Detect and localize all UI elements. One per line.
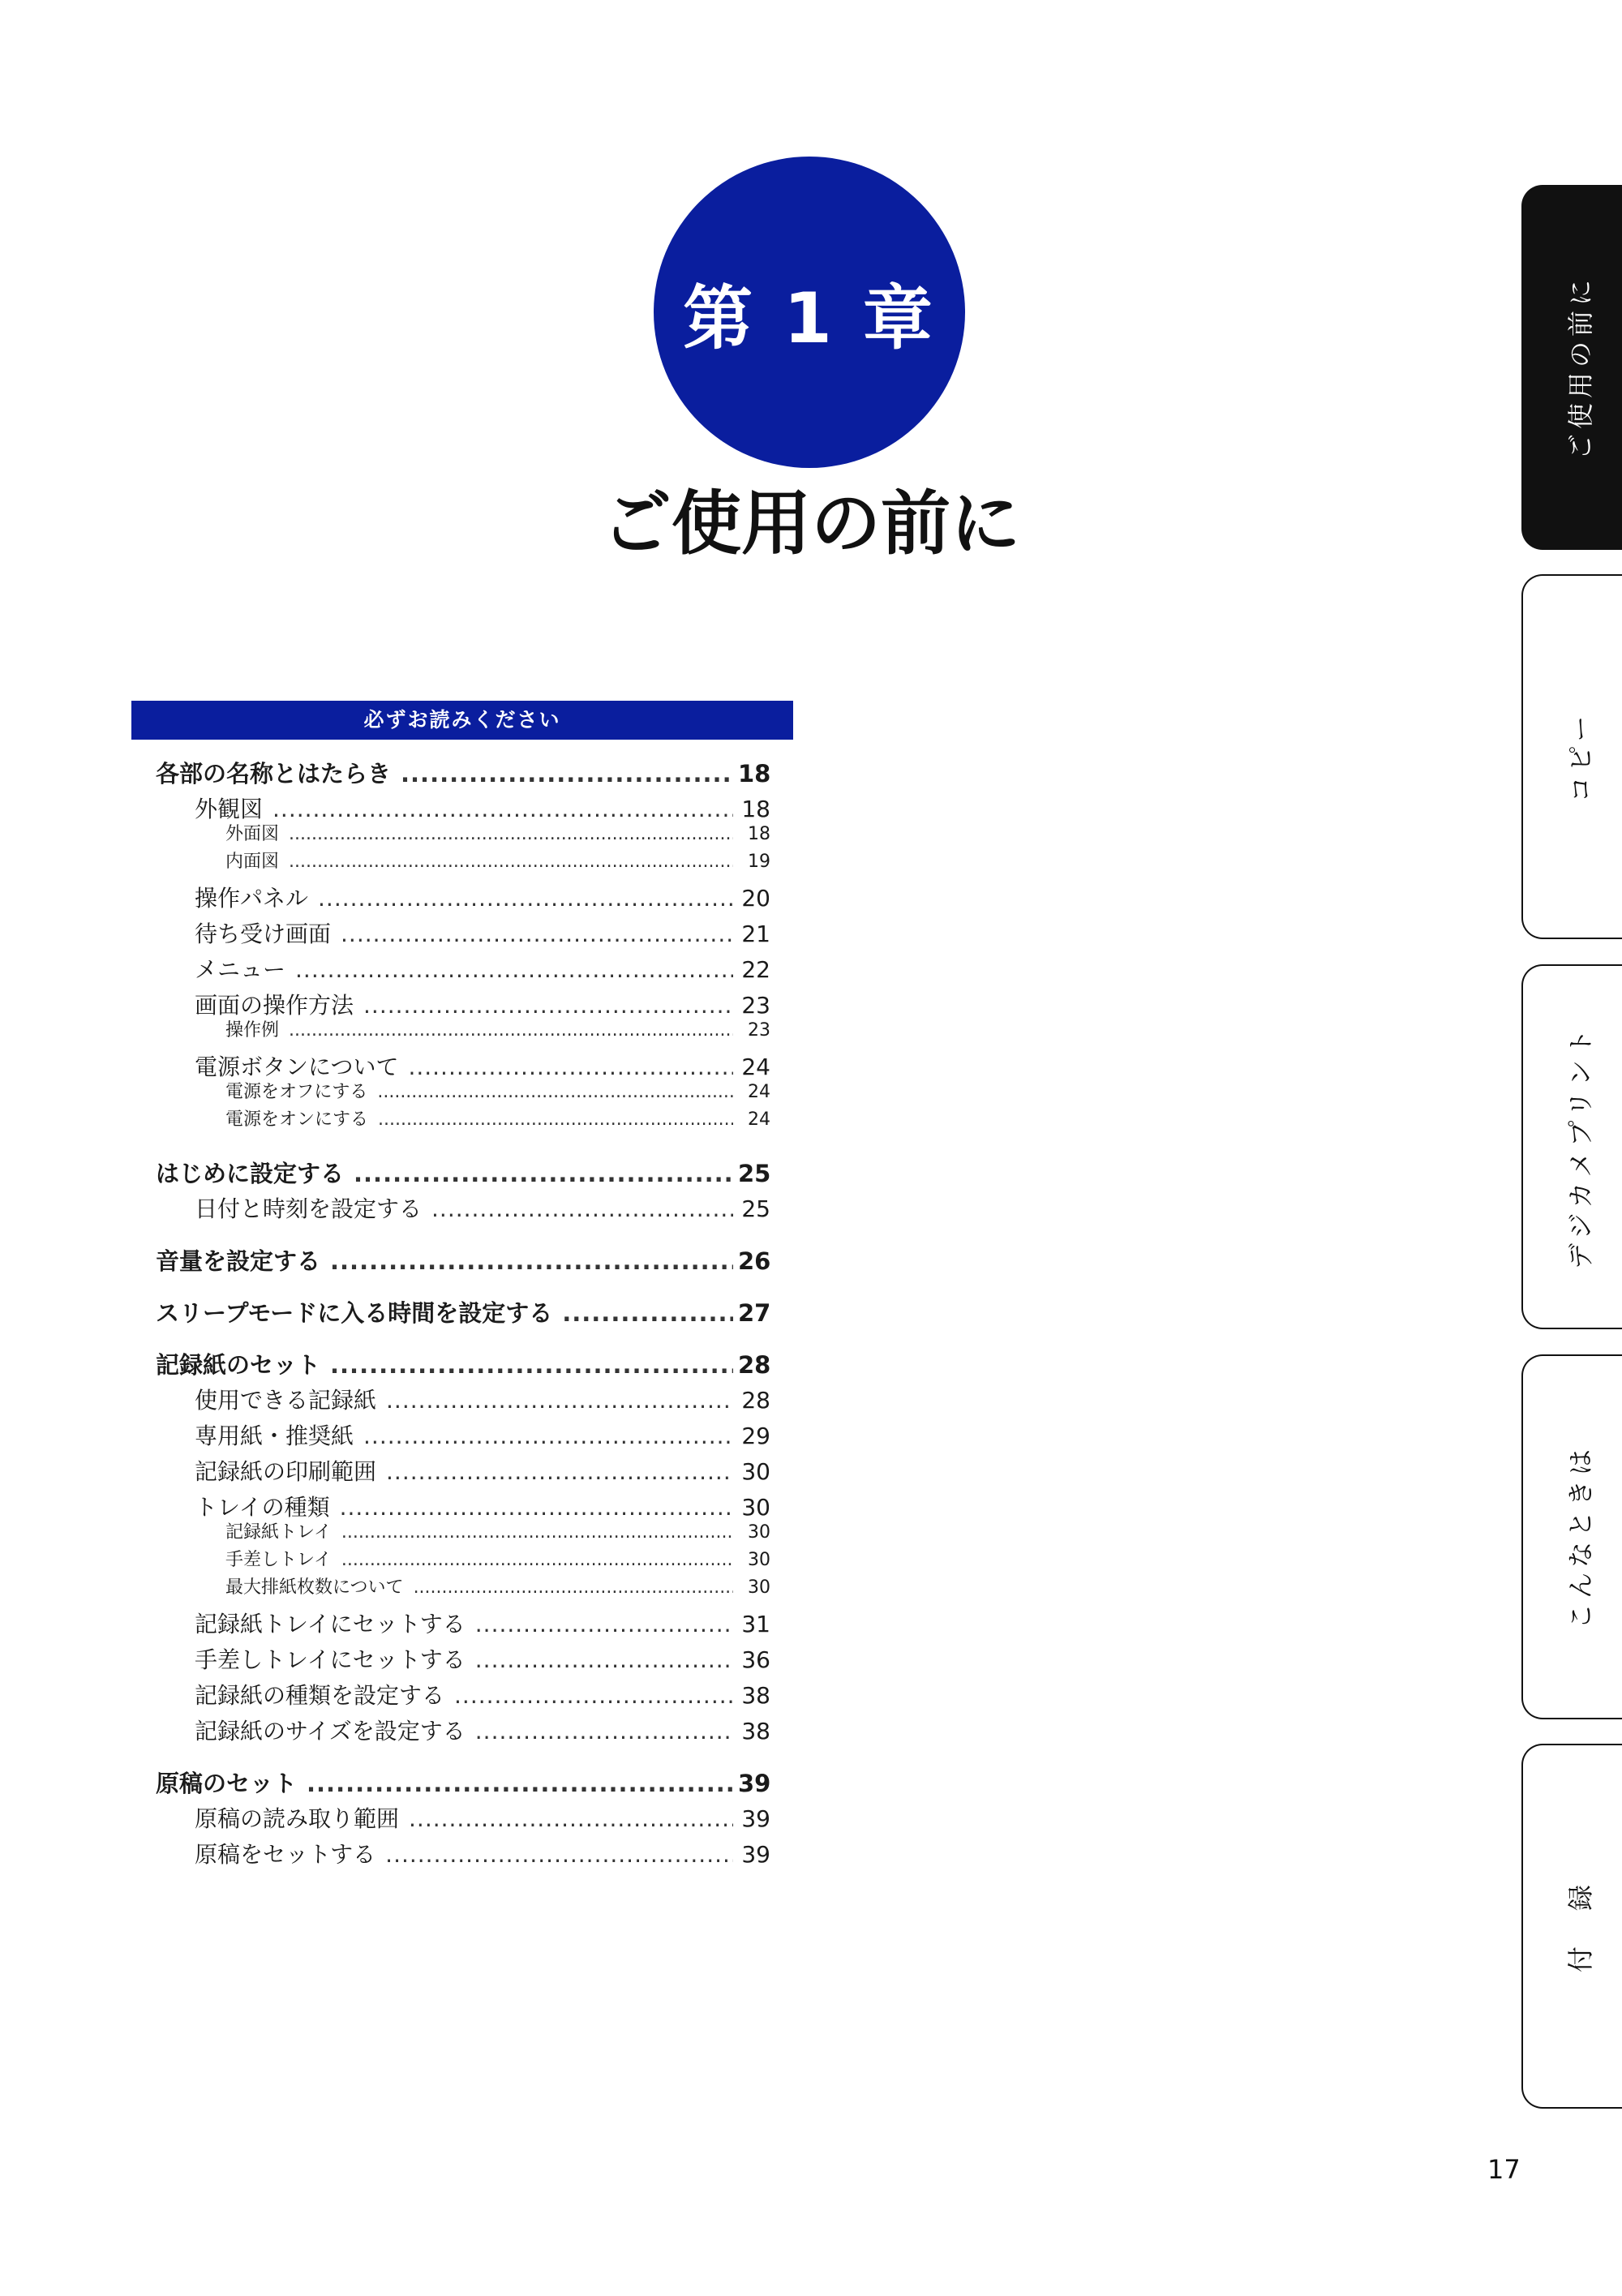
toc-entry-title: 記録紙トレイにセットする <box>195 1611 466 1637</box>
page-number: 17 <box>1487 2154 1521 2185</box>
toc-entry[interactable] <box>131 1546 793 1571</box>
toc-dot-leader <box>377 1082 733 1102</box>
side-tab-troubleshooting[interactable] <box>1521 1354 1622 1719</box>
toc-entry-page: 39 <box>738 1770 771 1797</box>
toc-dot-leader <box>475 1611 733 1637</box>
side-tab-before-use[interactable] <box>1521 185 1622 550</box>
toc-dot-leader <box>414 1577 733 1598</box>
toc-entry-title: 内面図 <box>225 852 280 872</box>
toc-entry-page: 24 <box>741 1054 770 1080</box>
toc-entry-page: 28 <box>738 1351 771 1379</box>
toc-dot-leader <box>289 1020 733 1041</box>
toc-entry-page: 27 <box>738 1299 771 1327</box>
side-tab-appendix[interactable] <box>1521 1744 1622 2109</box>
toc-entry-title: 各部の名称とはたらき <box>156 760 392 788</box>
toc-entry-page: 25 <box>741 1195 770 1222</box>
toc-entry-page: 38 <box>741 1682 770 1709</box>
toc-entry-title: 記録紙の種類を設定する <box>195 1682 445 1709</box>
chapter-badge <box>654 157 965 468</box>
toc-entry[interactable] <box>131 1156 793 1189</box>
toc-entry-page: 23 <box>741 992 770 1019</box>
toc-entry-title: メニュー <box>195 956 286 983</box>
toc-dot-leader <box>475 1718 733 1745</box>
toc-entry[interactable] <box>131 1105 793 1131</box>
toc-entry-page: 23 <box>748 1020 770 1041</box>
toc-dot-leader <box>354 1160 733 1187</box>
toc-entry-title: 手差しトレイにセットする <box>195 1646 466 1673</box>
toc-entry-page: 38 <box>741 1718 770 1745</box>
toc-entry-title: 電源をオフにする <box>225 1082 368 1102</box>
toc-entry-title: 日付と時刻を設定する <box>195 1195 423 1222</box>
toc-entry-page: 25 <box>738 1160 771 1187</box>
toc-entry-title: 画面の操作方法 <box>195 992 354 1019</box>
toc-dot-leader <box>341 921 733 947</box>
toc-entry[interactable] <box>131 1016 793 1041</box>
toc-dot-leader <box>401 760 733 788</box>
toc-dot-leader <box>289 852 733 872</box>
toc-entry-page: 30 <box>741 1458 770 1485</box>
side-tab-label: 付 録 <box>1565 1879 1596 1973</box>
toc-dot-leader <box>318 885 733 912</box>
toc-dot-leader <box>475 1646 733 1673</box>
toc-entry[interactable] <box>131 1490 793 1522</box>
toc-entry-page: 19 <box>748 852 770 872</box>
toc-dot-leader <box>330 1247 733 1275</box>
toc-entry-page: 18 <box>748 824 770 844</box>
toc-entry-page: 30 <box>748 1522 770 1543</box>
toc-entry[interactable] <box>131 1078 793 1103</box>
toc-entry[interactable] <box>131 952 793 985</box>
toc-entry-title: 外面図 <box>225 824 280 844</box>
toc-dot-leader <box>408 1054 733 1080</box>
toc-entry-title: 電源ボタンについて <box>195 1054 399 1080</box>
toc-entry[interactable] <box>131 988 793 1020</box>
side-tab-copy[interactable] <box>1521 574 1622 939</box>
toc-entry-title: 外観図 <box>195 796 264 822</box>
toc-dot-leader <box>307 1770 733 1797</box>
toc-entry-page: 20 <box>741 885 770 912</box>
toc-entry[interactable] <box>131 1383 793 1415</box>
toc-entry-page: 18 <box>741 796 770 822</box>
toc-entry[interactable] <box>131 1678 793 1710</box>
toc-list <box>131 740 793 1891</box>
toc-dot-leader <box>341 1522 733 1543</box>
toc-entry[interactable] <box>131 1243 793 1277</box>
toc-dot-leader <box>431 1195 733 1222</box>
toc-entry-title: 待ち受け画面 <box>195 921 332 947</box>
toc-entry[interactable] <box>131 1295 793 1328</box>
toc-dot-leader <box>454 1682 733 1709</box>
toc-entry-page: 26 <box>738 1247 771 1275</box>
toc-entry-title: 電源をオンにする <box>225 1109 369 1130</box>
toc-entry-page: 30 <box>741 1494 770 1521</box>
toc-entry-title: 記録紙トレイ <box>225 1522 332 1543</box>
toc-dot-leader <box>385 1841 733 1868</box>
toc-entry[interactable] <box>131 1573 793 1599</box>
toc-entry-title: 使用できる記録紙 <box>195 1387 377 1414</box>
side-tab-label: ご使用の前に <box>1565 274 1596 461</box>
side-tab-label: デジカメプリント <box>1565 1024 1596 1270</box>
toc-entry-title: 原稿のセット <box>156 1770 298 1797</box>
toc-entry[interactable] <box>131 1766 793 1799</box>
toc-entry-page: 28 <box>741 1387 770 1414</box>
chapter-title: ご使用の前に <box>602 483 1020 564</box>
toc-entry[interactable] <box>131 881 793 913</box>
toc-entry-page: 29 <box>741 1423 770 1449</box>
toc-entry-title: 専用紙・推奨紙 <box>195 1423 354 1449</box>
toc-entry-title: 最大排紙枚数について <box>225 1577 404 1598</box>
toc-entry-title: はじめに設定する <box>156 1160 345 1187</box>
toc-entry[interactable] <box>131 792 793 824</box>
toc-dot-leader <box>562 1299 733 1327</box>
toc-entry[interactable] <box>131 1642 793 1675</box>
toc-dot-leader <box>340 1494 733 1521</box>
toc-dot-leader <box>378 1109 733 1130</box>
toc-dot-leader <box>363 1423 733 1449</box>
toc-dot-leader <box>272 796 733 822</box>
toc-entry-page: 24 <box>748 1109 770 1130</box>
toc-entry-title: スリープモードに入る時間を設定する <box>156 1299 553 1327</box>
toc-entry-page: 24 <box>748 1082 770 1102</box>
toc-entry[interactable] <box>131 916 793 949</box>
toc-entry-title: 記録紙のセット <box>156 1351 321 1379</box>
toc-entry-title: 音量を設定する <box>156 1247 321 1275</box>
toc-entry-page: 31 <box>741 1611 770 1637</box>
toc-entry-page: 30 <box>748 1577 770 1598</box>
toc-entry[interactable] <box>131 1191 793 1224</box>
toc-entry-page: 18 <box>738 760 771 788</box>
toc-entry[interactable] <box>131 1049 793 1082</box>
toc-entry-page: 30 <box>748 1550 770 1570</box>
toc-entry[interactable] <box>131 1607 793 1639</box>
toc-dot-leader <box>386 1458 733 1485</box>
side-tab-label: コピー <box>1565 710 1596 803</box>
toc-entry[interactable] <box>131 1518 793 1543</box>
toc-dot-leader <box>289 824 733 844</box>
toc-entry-title: 記録紙のサイズを設定する <box>195 1718 466 1745</box>
toc-entry[interactable] <box>131 1837 793 1869</box>
toc-entry[interactable] <box>131 1801 793 1834</box>
toc-entry[interactable] <box>131 1454 793 1487</box>
side-tab-photo-print[interactable] <box>1521 964 1622 1329</box>
chapter-label: 第 1 章 <box>683 278 936 359</box>
toc-entry-title: 原稿をセットする <box>195 1841 376 1868</box>
toc-dot-leader <box>341 1550 733 1570</box>
toc-entry-page: 21 <box>741 921 770 947</box>
toc-entry-page: 39 <box>741 1805 770 1832</box>
toc-entry-title: 原稿の読み取り範囲 <box>195 1805 400 1832</box>
toc-entry[interactable] <box>131 1418 793 1451</box>
table-of-contents <box>131 701 793 1891</box>
toc-dot-leader <box>386 1387 733 1414</box>
toc-entry-page: 36 <box>741 1646 770 1673</box>
toc-entry-title: 記録紙の印刷範囲 <box>195 1458 377 1485</box>
side-tab-label: こんなときは <box>1565 1444 1596 1630</box>
toc-entry-page: 22 <box>741 956 770 983</box>
toc-entry-title: トレイの種類 <box>195 1494 330 1521</box>
toc-entry-title: 操作パネル <box>195 885 309 912</box>
toc-dot-leader <box>409 1805 733 1832</box>
toc-entry[interactable] <box>131 820 793 845</box>
toc-header: 必ずお読みください <box>131 701 793 740</box>
toc-entry[interactable] <box>131 756 793 789</box>
toc-entry[interactable] <box>131 1347 793 1380</box>
toc-entry-page: 39 <box>741 1841 770 1868</box>
toc-entry-title: 操作例 <box>225 1020 280 1041</box>
toc-dot-leader <box>363 992 733 1019</box>
toc-dot-leader <box>295 956 733 983</box>
toc-entry[interactable] <box>131 848 793 873</box>
toc-dot-leader <box>330 1351 733 1379</box>
toc-entry[interactable] <box>131 1714 793 1746</box>
toc-entry-title: 手差しトレイ <box>225 1550 332 1570</box>
